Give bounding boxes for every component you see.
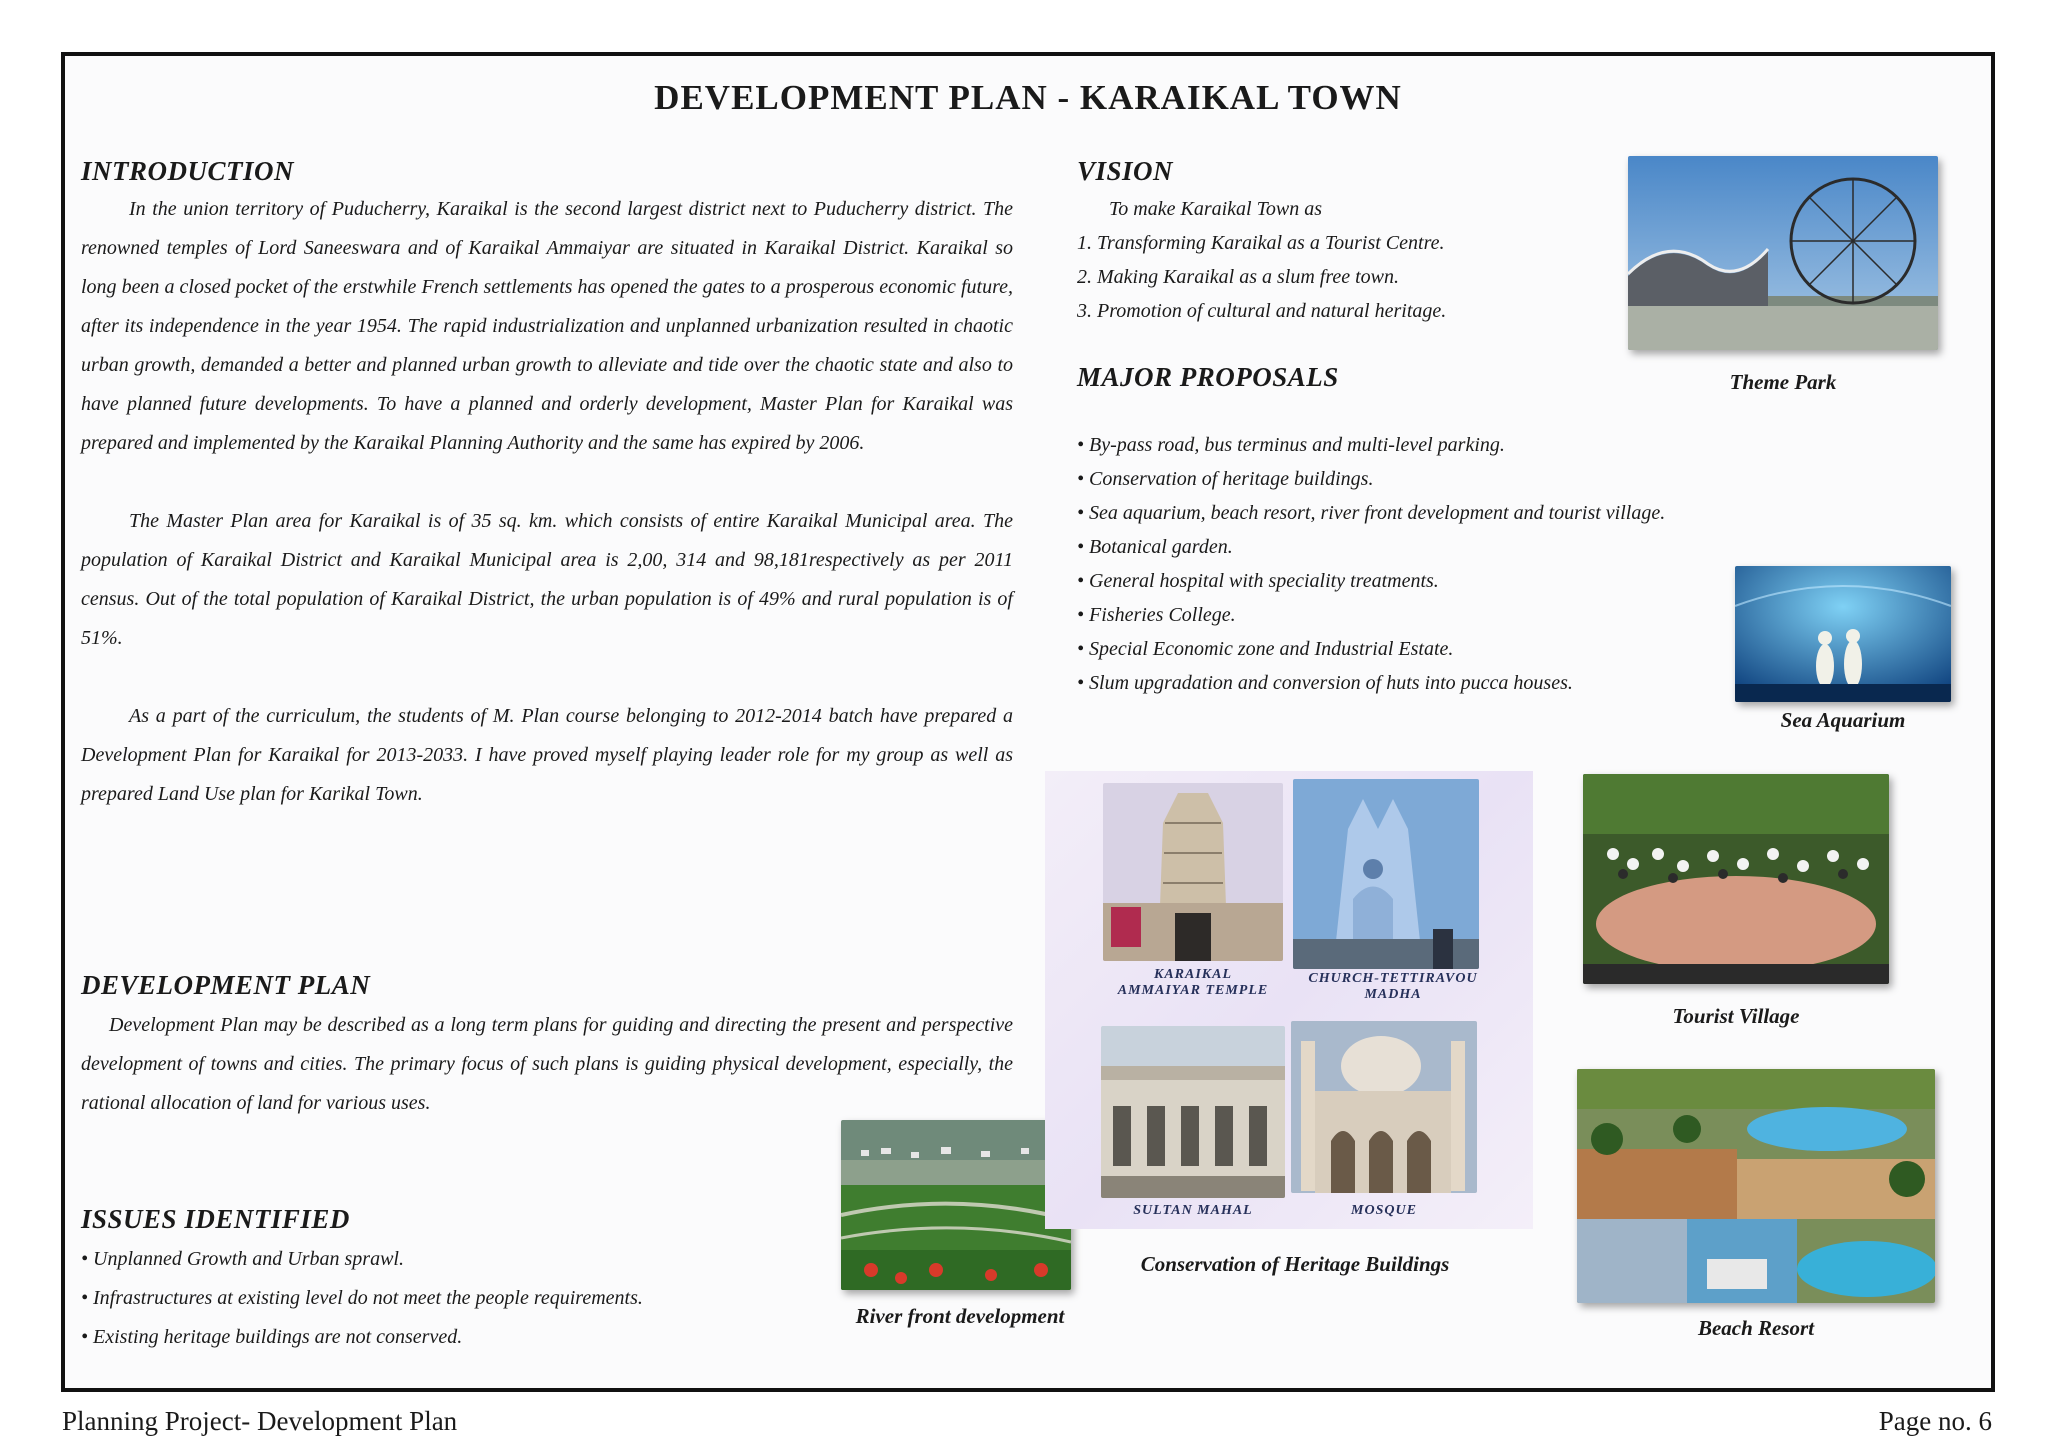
vision-lead: To make Karaikal Town as: [1109, 198, 1323, 220]
vision-heading: VISION: [1077, 156, 1174, 186]
sultan-mahal-label: SULTAN MAHAL: [1133, 1203, 1253, 1218]
vision-list: [1077, 226, 1597, 328]
tourist-village-photo: [1583, 774, 1889, 984]
theme-park-caption: Theme Park: [1729, 370, 1837, 394]
temple-label: [1103, 967, 1283, 999]
church-photo: [1293, 779, 1479, 969]
issues-list: [81, 1240, 881, 1357]
introduction-heading: INTRODUCTION: [81, 156, 295, 186]
river-front-caption: River front development: [855, 1304, 1065, 1328]
list-item: 3. Promotion of cultural and natural heritage.: [1077, 300, 1447, 322]
proposals-heading: MAJOR PROPOSALS: [1077, 362, 1339, 392]
temple-label-line-2: AMMAIYAR TEMPLE: [1117, 983, 1269, 998]
list-item: • Conservation of heritage buildings.: [1077, 462, 1897, 496]
list-item: • By-pass road, bus terminus and multi-level parking.: [1077, 428, 1897, 462]
footer-project-title: Planning Project- Development Plan: [62, 1406, 458, 1436]
list-item: 1. Transforming Karaikal as a Tourist Centre.: [1077, 232, 1445, 254]
list-item: • Sea aquarium, beach resort, river front development and tourist village.: [1077, 496, 1897, 530]
introduction-body: [81, 190, 1013, 814]
intro-paragraph-3: As a part of the curriculum, the students of M. Plan course belonging to 2012-2014 batch have prepared a Development Plan for Karaikal for 2013-2033. I have proved myself playing leader role for my group as well as prepared Land Use plan for Karikal Town.: [81, 705, 1013, 805]
list-item: • Unplanned Growth and Urban sprawl.: [81, 1240, 881, 1279]
list-item: • Infrastructures at existing level do not meet the people requirements.: [81, 1279, 881, 1318]
karaikal-ammaiyar-temple-photo: [1103, 783, 1283, 961]
list-item: • Existing heritage buildings are not conserved.: [81, 1318, 881, 1357]
sea-aquarium-photo: [1735, 566, 1951, 702]
development-plan-heading: DEVELOPMENT PLAN: [81, 970, 371, 1000]
page-title: DEVELOPMENT PLAN - KARAIKAL TOWN: [654, 78, 1402, 117]
list-item: • Slum upgradation and conversion of huts into pucca houses.: [1077, 666, 1897, 700]
sea-aquarium-caption: Sea Aquarium: [1780, 708, 1906, 732]
church-label: [1293, 971, 1493, 1003]
list-item: • General hospital with speciality treatments.: [1077, 564, 1897, 598]
theme-park-photo: [1628, 156, 1938, 350]
issues-heading: ISSUES IDENTIFIED: [81, 1204, 350, 1234]
mosque-photo: [1291, 1021, 1477, 1193]
page-frame: [61, 52, 1995, 1392]
tourist-village-caption: Tourist Village: [1672, 1004, 1800, 1028]
list-item: 2. Making Karaikal as a slum free town.: [1077, 266, 1400, 288]
list-item: • Special Economic zone and Industrial Estate.: [1077, 632, 1897, 666]
beach-resort-caption: Beach Resort: [1697, 1316, 1815, 1340]
mosque-label: MOSQUE: [1351, 1203, 1417, 1218]
heritage-caption: Conservation of Heritage Buildings: [1140, 1252, 1450, 1276]
list-item: • Fisheries College.: [1077, 598, 1897, 632]
list-item: • Botanical garden.: [1077, 530, 1897, 564]
beach-resort-photo: [1577, 1069, 1935, 1303]
church-label-line-1: CHURCH-TETTIRAVOU: [1308, 971, 1478, 986]
intro-paragraph-1: In the union territory of Puducherry, Karaikal is the second largest district next to Puducherry district. The renowned temples of Lord Saneeswara and of Karaikal Ammaiyar are situated in Karaikal District. Karaikal so long been a closed pocket of the erstwhile French settlements has opened the gates to a prosperous economic future, after its independence in the year 1954. The rapid industrialization and unplanned urbanization resulted in chaotic urban growth, demanded a better and planned urban growth to alleviate and tide over the chaotic state and also to have planned future developments. To have a planned and orderly development, Master Plan for Karaikal was prepared and implemented by the Karaikal Planning Authority and the same has expired by 2006.: [81, 198, 1013, 454]
footer-page-number: Page no. 6: [1878, 1406, 1992, 1436]
church-label-line-2: MADHA: [1364, 987, 1422, 1002]
river-front-photo: [841, 1120, 1071, 1290]
temple-label-line-1: KARAIKAL: [1153, 967, 1233, 982]
development-plan-text: Development Plan may be described as a long term plans for guiding and directing the present and perspective development of towns and cities. The primary focus of such plans is guiding physical development, especially, the rational allocation of land for various uses.: [81, 1014, 1013, 1114]
heritage-collage: [1045, 771, 1533, 1229]
intro-paragraph-2: The Master Plan area for Karaikal is of 35 sq. km. which consists of entire Karaikal Municipal area. The population of Karaikal District and Karaikal Municipal area is 2,00, 314 and 98,181respectively as per 2011 census. Out of the total population of Karaikal District, the urban population is of 49% and rural population is of 51%.: [81, 510, 1013, 649]
sultan-mahal-photo: [1101, 1026, 1285, 1198]
development-plan-body: [81, 1006, 1013, 1123]
